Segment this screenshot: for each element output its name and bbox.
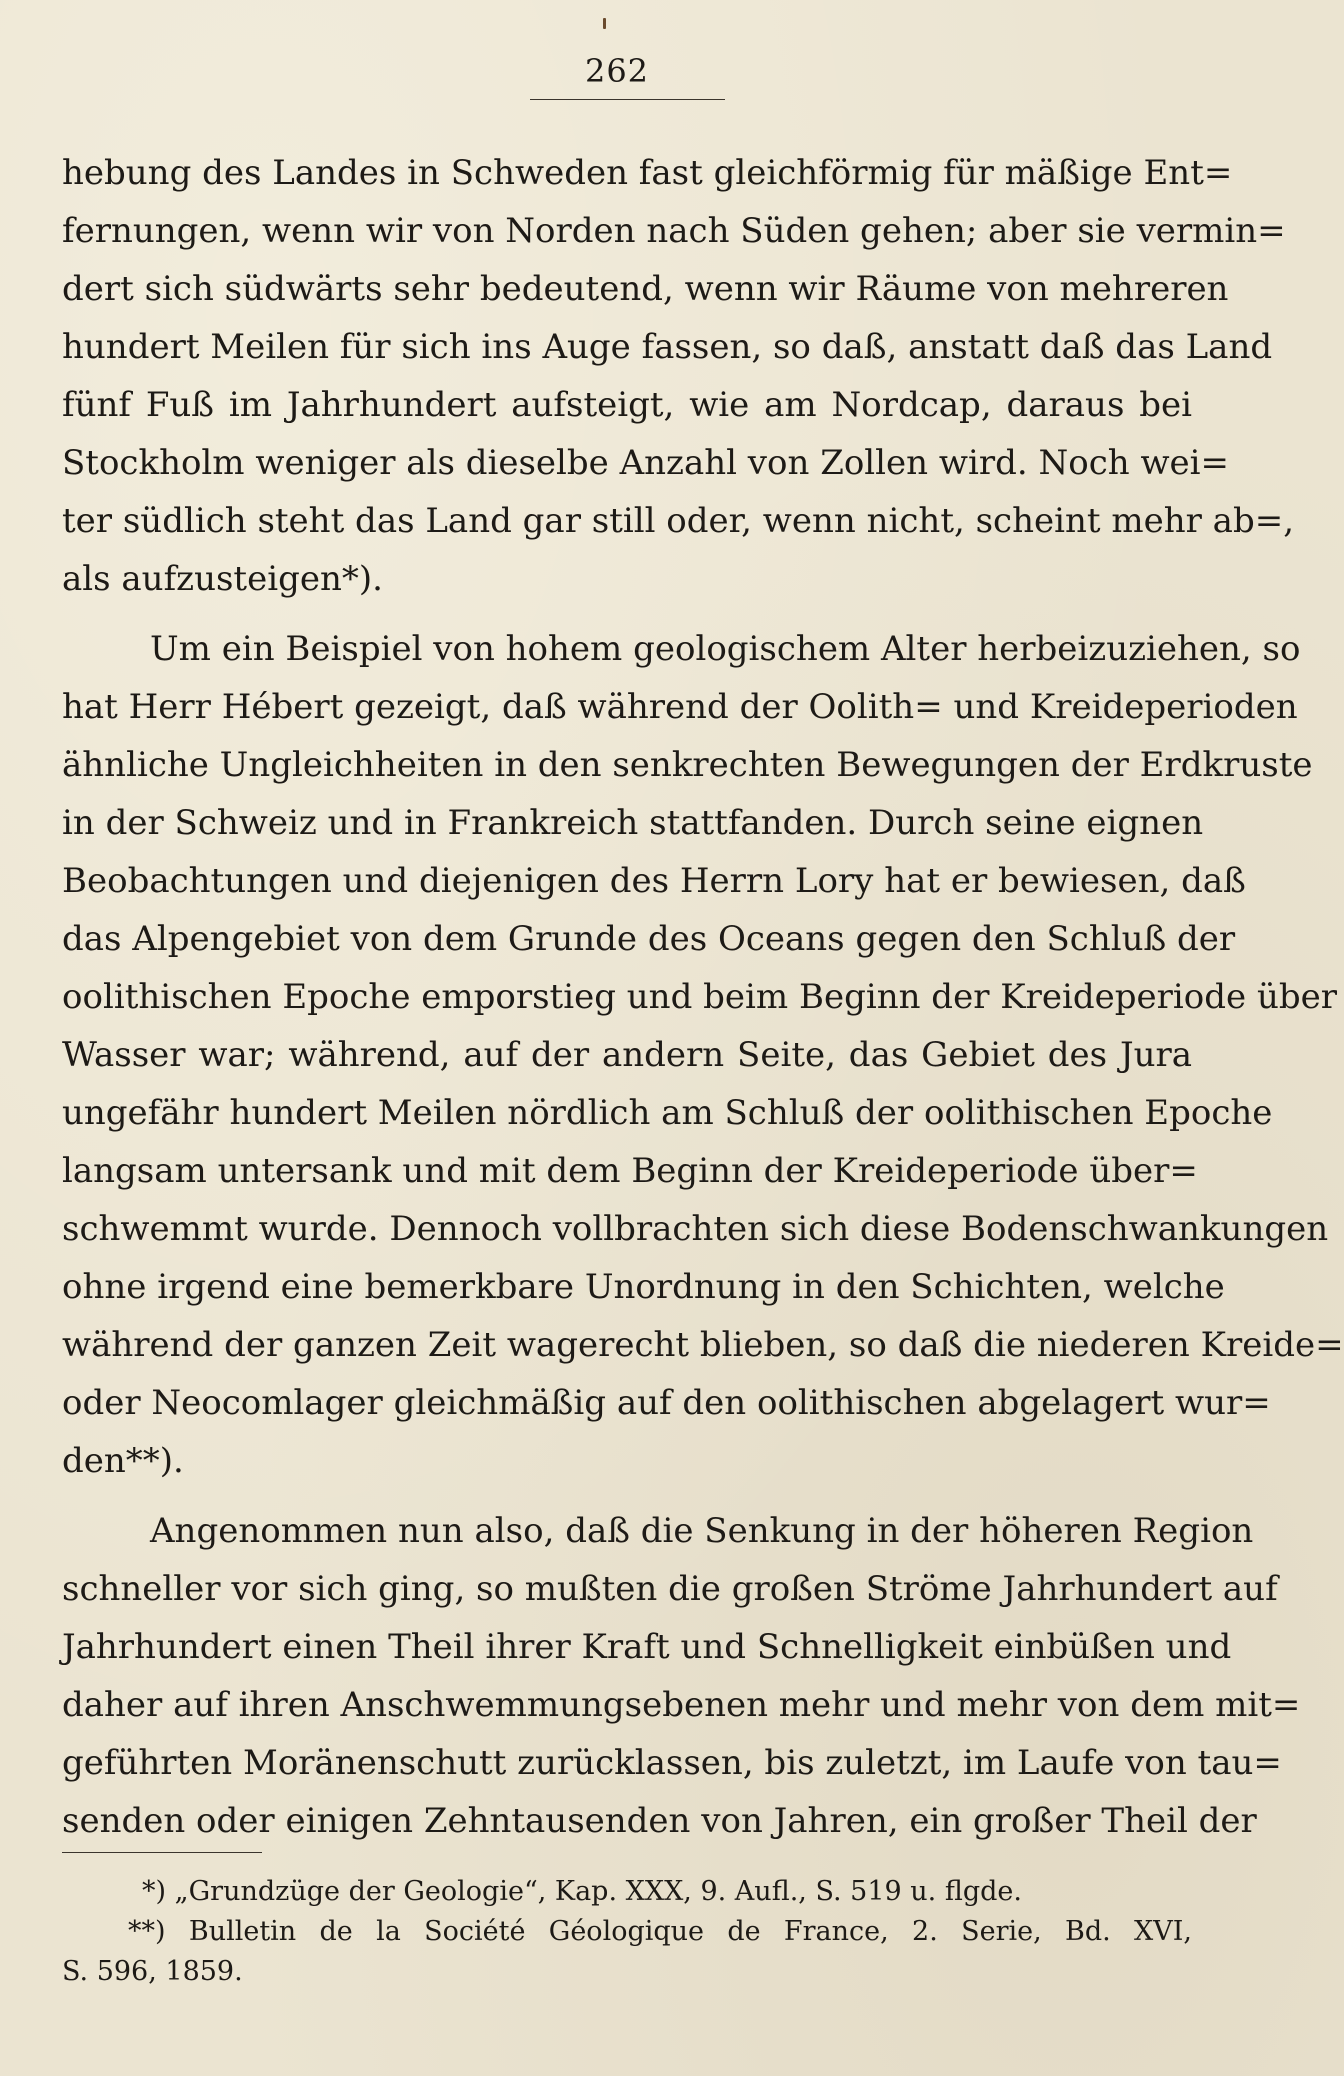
- footnote-rule: [62, 1852, 262, 1853]
- text-line: in der Schweiz und in Frankreich stattfanden. Durch seine eignen: [62, 803, 1204, 843]
- text-line: Angenommen nun also, daß die Senkung in der höheren Region: [150, 1511, 1254, 1551]
- text-line: Um ein Beispiel von hohem geologischem Alter herbeizuziehen, so: [150, 629, 1301, 669]
- text-line: schneller vor sich ging, so mußten die großen Ströme Jahrhundert auf: [62, 1569, 1278, 1609]
- footnote-2-continuation: S. 596, 1859.: [62, 1956, 243, 1987]
- text-line: das Alpengebiet von dem Grunde des Oceans gegen den Schluß der: [62, 919, 1236, 959]
- paragraph-2: [62, 620, 1344, 1490]
- text-line: als aufzusteigen*).: [62, 559, 383, 599]
- text-line: Stockholm weniger als dieselbe Anzahl von Zollen wird. Noch wei=: [62, 443, 1230, 483]
- text-line: den**).: [62, 1441, 184, 1481]
- page-number: 262: [584, 52, 650, 90]
- header-rule: [530, 99, 725, 100]
- text-line: Jahrhundert einen Theil ihrer Kraft und Schnelligkeit einbüßen und: [62, 1627, 1232, 1667]
- text-line: ähnliche Ungleichheiten in den senkrechten Bewegungen der Erdkruste: [62, 745, 1313, 785]
- text-line: ungefähr hundert Meilen nördlich am Schluß der oolithischen Epoche: [62, 1093, 1273, 1133]
- text-line: hundert Meilen für sich ins Auge fassen, so daß, anstatt daß das Land: [62, 327, 1273, 367]
- footnote-2: **) Bulletin de la Société Géologique de France, 2. Serie, Bd. XVI,: [128, 1916, 1192, 1947]
- text-line: Beobachtungen und diejenigen des Herrn Lory hat er bewiesen, daß: [62, 861, 1246, 901]
- text-line: oder Neocomlager gleichmäßig auf den oolithischen abgelagert wur=: [62, 1383, 1271, 1423]
- text-line: langsam untersank und mit dem Beginn der Kreideperiode über=: [62, 1151, 1198, 1191]
- paragraph-gap: [62, 1490, 1192, 1502]
- body-text: [62, 144, 1344, 1850]
- paragraph-3: [62, 1502, 1301, 1850]
- text-line: hebung des Landes in Schweden fast gleichförmig für mäßige Ent=: [62, 153, 1233, 193]
- paper-speck: [603, 18, 606, 29]
- text-line: hat Herr Hébert gezeigt, daß während der Oolith= und Kreideperioden: [62, 687, 1298, 727]
- paragraph-1: [62, 144, 1295, 608]
- footnotes: [62, 1872, 1192, 1992]
- text-line: fünf Fuß im Jahrhundert aufsteigt, wie am Nordcap, daraus bei: [62, 385, 1192, 425]
- text-line: dert sich südwärts sehr bedeutend, wenn wir Räume von mehreren: [62, 269, 1229, 309]
- text-line: ohne irgend eine bemerkbare Unordnung in den Schichten, welche: [62, 1267, 1225, 1307]
- text-line: geführten Moränenschutt zurücklassen, bis zuletzt, im Laufe von tau=: [62, 1743, 1282, 1783]
- text-line: ter südlich steht das Land gar still oder, wenn nicht, scheint mehr ab=,: [62, 501, 1295, 541]
- text-line: fernungen, wenn wir von Norden nach Süden gehen; aber sie vermin=: [62, 211, 1286, 251]
- paragraph-gap: [62, 608, 1192, 620]
- text-line: während der ganzen Zeit wagerecht blieben, so daß die niederen Kreide=: [62, 1325, 1344, 1365]
- text-line: schwemmt wurde. Dennoch vollbrachten sich diese Bodenschwankungen: [62, 1209, 1329, 1249]
- text-line: daher auf ihren Anschwemmungsebenen mehr und mehr von dem mit=: [62, 1685, 1301, 1725]
- text-line: oolithischen Epoche emporstieg und beim Beginn der Kreideperiode über: [62, 977, 1337, 1017]
- text-line: Wasser war; während, auf der andern Seite, das Gebiet des Jura: [62, 1035, 1192, 1075]
- footnote-1: *) „Grundzüge der Geologie“, Kap. XXX, 9. Aufl., S. 519 u. flgde.: [142, 1876, 1022, 1907]
- text-line: senden oder einigen Zehntausenden von Jahren, ein großer Theil der: [62, 1801, 1257, 1841]
